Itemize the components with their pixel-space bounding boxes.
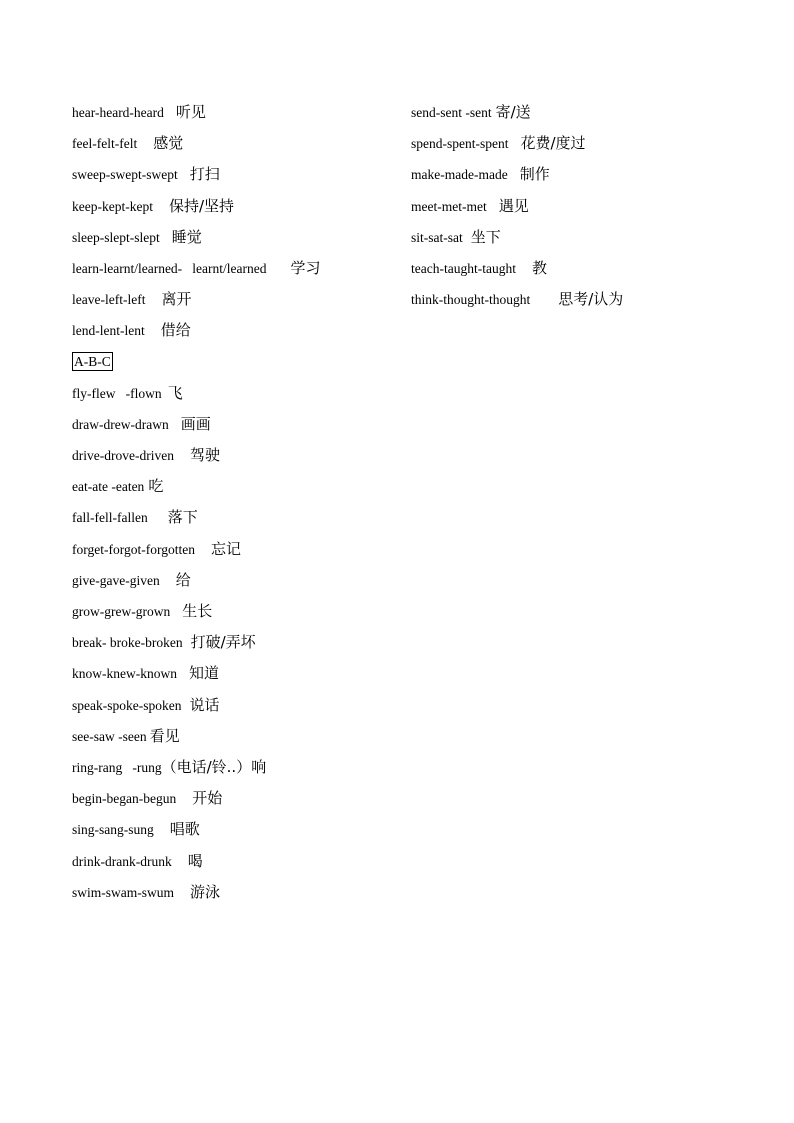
verb-meaning: 感觉: [153, 134, 184, 153]
verb-meaning: 唱歌: [169, 820, 200, 839]
verb-forms: meet-met-met: [411, 198, 487, 214]
verb-forms: draw-drew-drawn: [72, 416, 169, 432]
list-item: [72, 629, 392, 660]
list-item: [72, 193, 392, 224]
verb-forms: keep-kept-kept: [72, 198, 153, 214]
list-item: [72, 504, 392, 535]
section-heading: A-B-C: [74, 353, 111, 369]
verb-meaning: 保持/坚持: [168, 196, 235, 215]
verb-forms: teach-taught-taught: [411, 260, 516, 276]
list-item: [72, 567, 392, 598]
list-item: [72, 99, 392, 130]
list-item: [72, 411, 392, 442]
verb-meaning: 吃: [148, 477, 164, 496]
list-item: [72, 785, 392, 816]
list-item: [72, 660, 392, 691]
verb-forms: sleep-slept-slept: [72, 229, 160, 245]
list-item: [411, 99, 741, 130]
verb-meaning: 忘记: [210, 539, 241, 558]
verb-meaning: （电话/铃..）响: [161, 757, 267, 776]
verb-meaning: 知道: [188, 664, 219, 683]
left-column: [72, 99, 392, 910]
verb-meaning: 寄/送: [495, 103, 531, 121]
list-item: [72, 816, 392, 847]
list-item: [411, 224, 741, 255]
verb-forms: fly-flew -flown: [72, 385, 162, 401]
verb-forms: forget-forgot-forgotten: [72, 541, 195, 557]
verb-meaning: 思考/认为: [558, 290, 624, 309]
verb-forms: think-thought-thought: [411, 292, 531, 308]
verb-forms: eat-ate -eaten: [72, 479, 145, 495]
list-item: [72, 879, 392, 910]
verb-meaning: 学习: [290, 258, 321, 277]
verb-forms: grow-grew-grown: [72, 604, 171, 619]
list-item: [411, 193, 741, 224]
verb-forms: know-knew-known: [72, 666, 177, 682]
verb-forms: hear-heard-heard: [72, 105, 164, 120]
list-item: [72, 286, 392, 317]
verb-meaning: 画画: [180, 414, 211, 433]
verb-forms: give-gave-given: [72, 572, 160, 588]
verb-meaning: 借给: [160, 321, 191, 340]
verb-meaning: 离开: [161, 290, 192, 309]
verb-meaning: 飞: [167, 383, 183, 402]
right-column: [411, 99, 741, 317]
list-item: [72, 224, 392, 255]
verb-forms: begin-began-begun: [72, 791, 177, 807]
verb-forms: sit-sat-sat: [411, 229, 463, 245]
verb-forms: fall-fell-fallen: [72, 510, 148, 526]
list-item: [72, 723, 392, 754]
verb-meaning: 制作: [519, 165, 550, 184]
verb-forms: make-made-made: [411, 167, 508, 183]
list-item: [72, 473, 392, 504]
verb-forms: swim-swam-swum: [72, 884, 174, 900]
verb-meaning: 驾驶: [189, 446, 220, 465]
verb-forms: break- broke-broken: [72, 635, 183, 651]
list-item: [72, 380, 392, 411]
verb-forms: drive-drove-driven: [72, 448, 174, 464]
verb-meaning: 落下: [167, 508, 198, 527]
list-item: [411, 255, 741, 286]
verb-meaning: 花费/度过: [520, 134, 586, 153]
list-item: [411, 161, 741, 192]
verb-forms: send-sent -sent: [411, 105, 492, 120]
verb-meaning: 开始: [192, 789, 223, 808]
list-item: [72, 598, 392, 629]
verb-meaning: 教: [531, 258, 547, 277]
list-item: [72, 317, 392, 348]
verb-meaning: 遇见: [498, 196, 529, 215]
verb-forms: ring-rang -rung: [72, 759, 162, 775]
verb-forms: learn-learnt/learned- learnt/learned: [72, 260, 267, 276]
verb-meaning: 坐下: [470, 227, 501, 246]
list-item: [72, 130, 392, 161]
verb-meaning: 说话: [189, 695, 220, 714]
verb-forms: feel-felt-felt: [72, 136, 138, 152]
verb-forms: spend-spent-spent: [411, 136, 509, 152]
list-item: [72, 754, 392, 785]
list-item: [72, 536, 392, 567]
verb-forms: lend-lent-lent: [72, 323, 145, 339]
verb-forms: drink-drank-drunk: [72, 853, 172, 869]
verb-meaning: 听见: [175, 103, 206, 121]
list-item: [411, 286, 741, 317]
verb-meaning: 喝: [187, 851, 203, 870]
verb-meaning: 打扫: [189, 165, 220, 184]
verb-meaning: 游泳: [190, 882, 221, 901]
verb-forms: speak-spoke-spoken: [72, 697, 182, 713]
verb-meaning: 看见: [149, 726, 180, 745]
verb-meaning: 给: [175, 570, 191, 589]
list-item: [72, 255, 392, 286]
list-item: [72, 161, 392, 192]
verb-meaning: 生长: [182, 602, 213, 620]
verb-meaning: 打破/弄坏: [190, 633, 256, 652]
section-heading-row: [72, 349, 392, 380]
list-item: [72, 848, 392, 879]
verb-forms: sing-sang-sung: [72, 822, 154, 838]
verb-meaning: 睡觉: [171, 227, 202, 246]
verb-forms: sweep-swept-swept: [72, 167, 178, 183]
verb-forms: see-saw -seen: [72, 728, 147, 744]
list-item: [72, 442, 392, 473]
verb-forms: leave-left-left: [72, 292, 146, 308]
list-item: [72, 692, 392, 723]
list-item: [411, 130, 741, 161]
